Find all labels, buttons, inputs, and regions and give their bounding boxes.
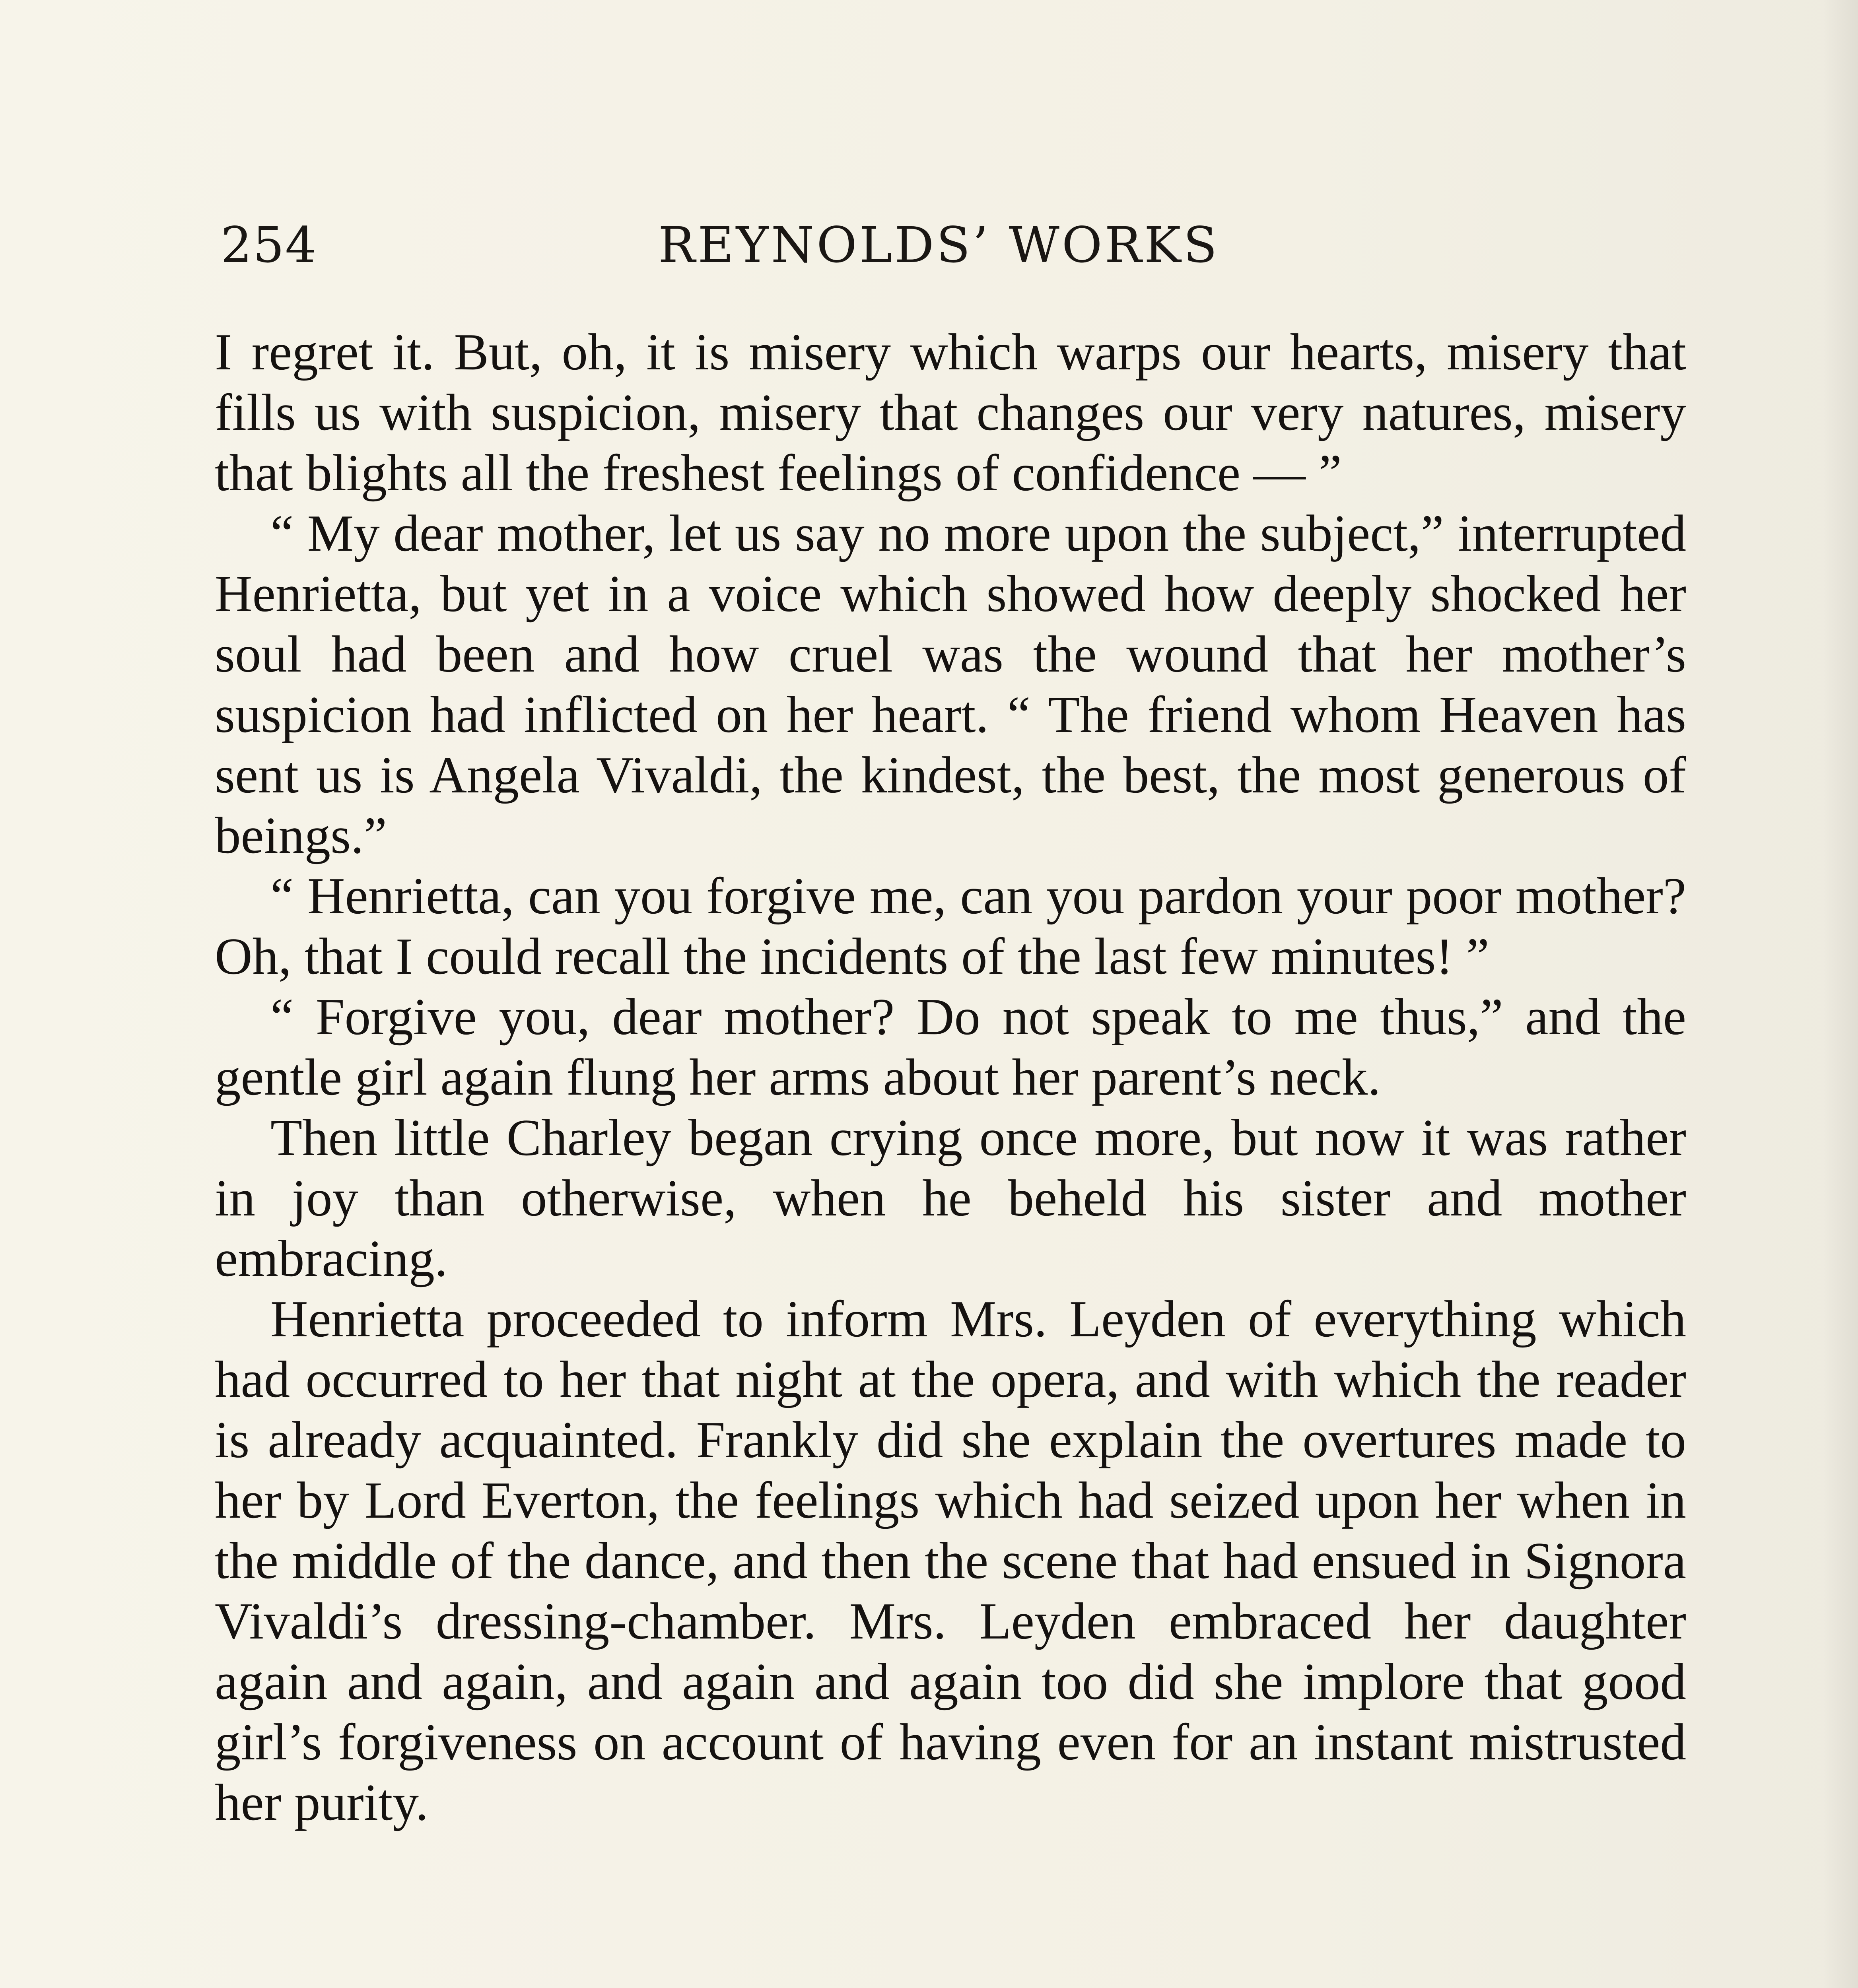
paragraph: Then little Charley began crying once more, but now it was rather in joy than otherwise, when he beheld his sister and mother embracing.	[215, 1109, 1686, 1287]
page-header	[221, 217, 1684, 288]
paragraph: “ Henrietta, can you forgive me, can you pardon your poor mother? Oh, that I could recall the incidents of the last few minutes! ”	[215, 867, 1686, 985]
paragraph: Henrietta proceeded to inform Mrs. Leyden of everything which had occurred to her that night at the opera, and with which the reader is already acquainted. Frankly did she explain the overtures made to her by Lord Everton, the feelings which had seized upon her when in the middle of the dance, and then the scene that had ensued in Signora Vivaldi’s dressing-chamber. Mrs. Leyden embraced her daughter again and again, and again and again too did she implore that good girl’s forgiveness on account of having even for an instant mistrusted her purity.	[215, 1290, 1686, 1831]
body-text	[215, 322, 1686, 1833]
paragraph: “ Forgive you, dear mother? Do not speak to me thus,” and the gentle girl again flung her arms about her parent’s neck.	[215, 988, 1686, 1106]
paragraph: “ My dear mother, let us say no more upon the subject,” interrupted Henrietta, but yet in a voice which showed how deeply shocked her soul had been and how cruel was the wound that her mother’s suspicion had inflicted on her heart. “ The friend whom Heaven has sent us is Angela Vivaldi, the kindest, the best, the most generous of beings.”	[215, 505, 1686, 864]
paragraph: I regret it. But, oh, it is misery which warps our hearts, misery that fills us with suspicion, misery that changes our very natures, misery that blights all the freshest feelings of confidence — ”	[215, 323, 1686, 502]
page-edge-shadow	[1822, 0, 1858, 1988]
running-head: REYNOLDS’ WORKS	[658, 217, 1220, 274]
page-number: 254	[221, 217, 317, 274]
